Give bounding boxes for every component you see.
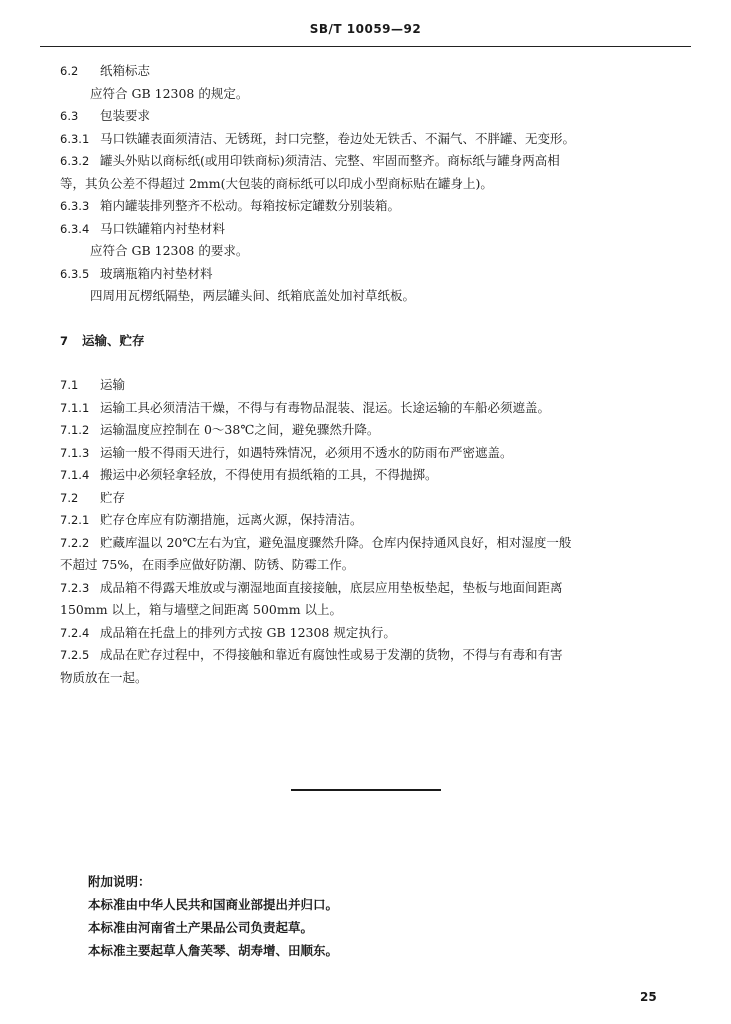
page-number: 25 <box>640 990 657 1004</box>
notes-line: 本标准由河南省土产果品公司负责起草。 <box>88 920 314 935</box>
clause-number: 6.3.5 <box>60 266 90 281</box>
clause-continuation: 150mm 以上，箱与墙壁之间距离 500mm 以上。 <box>60 602 343 617</box>
clause-text: 成品箱不得露天堆放或与潮湿地面直接接触，底层应用垫板垫起，垫板与地面间距离 <box>100 579 563 595</box>
clause-text: 贮存仓库应有防潮措施，远离火源，保持清洁。 <box>100 512 363 527</box>
chapter-title: 运输、贮存 <box>82 332 145 348</box>
paragraph: 四周用瓦楞纸隔垫，两层罐头间、纸箱底盖处加衬草纸板。 <box>90 288 416 303</box>
clause-number: 6.3.3 <box>60 199 90 213</box>
clause-continuation: 物质放在一起。 <box>60 669 148 685</box>
clause <box>60 577 685 600</box>
clause-number: 6.3.4 <box>60 221 90 236</box>
header-rule <box>40 46 691 47</box>
end-divider <box>291 789 441 791</box>
section-number: 6.2 <box>60 64 79 78</box>
section-number: 6.3 <box>60 109 79 123</box>
clause-text: 成品在贮存过程中，不得接触和靠近有腐蚀性或易于发潮的货物，不得与有毒和有害 <box>100 647 563 662</box>
clause-text: 罐头外贴以商标纸(或用印铁商标)须清洁、完整、牢固而整齐。商标纸与罐身两高相 <box>100 153 560 168</box>
clause <box>60 509 685 532</box>
clause-continuation: 等，其负公差不得超过 2mm(大包装的商标纸可以印成小型商标贴在罐身上)。 <box>60 175 493 191</box>
notes-line: 本标准由中华人民共和国商业部提出并归口。 <box>88 897 339 912</box>
clause-text: 运输工具必须清洁干燥，不得与有毒物品混装、混运。长途运输的车船必须遮盖。 <box>100 399 551 415</box>
chapter-heading <box>60 330 685 353</box>
clause <box>60 218 685 241</box>
document-body <box>60 60 685 689</box>
section-number: 7.2 <box>60 490 79 505</box>
clause <box>60 419 685 442</box>
clause-text: 成品箱在托盘上的排列方式按 GB 12308 规定执行。 <box>100 624 396 640</box>
section-heading <box>60 60 685 83</box>
clause <box>60 442 685 465</box>
clause-number: 7.1.4 <box>60 468 90 482</box>
section-title: 纸箱标志 <box>100 63 151 78</box>
clause <box>60 263 685 286</box>
clause-number: 7.2.3 <box>60 580 90 595</box>
clause-text: 贮藏库温以 20℃左右为宜，避免温度骤然升降。仓库内保持通风良好，相对湿度一般 <box>100 534 572 550</box>
page-header: SB/T 10059—92 <box>309 22 422 36</box>
clause <box>60 397 685 420</box>
section-title: 运输 <box>100 377 126 392</box>
clause-number: 7.2.5 <box>60 648 90 662</box>
clause <box>60 195 685 218</box>
clause-text: 运输一般不得雨天进行，如遇特殊情况，必须用不透水的防雨布严密遮盖。 <box>100 444 513 460</box>
clause-number: 7.1.2 <box>60 423 90 437</box>
clause-number: 7.1.3 <box>60 445 90 460</box>
notes-line: 本标准主要起草人詹芙琴、胡寿增、田顺东。 <box>88 943 339 958</box>
section-heading <box>60 105 685 128</box>
clause-text: 马口铁罐箱内衬垫材料 <box>100 220 226 236</box>
clause-number: 7.2.2 <box>60 535 90 550</box>
clause-number: 6.3.2 <box>60 154 90 168</box>
chapter-number: 7 <box>60 333 69 348</box>
clause <box>60 532 685 555</box>
section-heading <box>60 487 685 510</box>
clause <box>60 150 685 173</box>
spacer <box>60 308 685 330</box>
spacer <box>60 352 685 374</box>
clause-text: 箱内罐装排列整齐不松动。每箱按标定罐数分别装箱。 <box>100 198 401 213</box>
clause-text: 运输温度应控制在 0～38℃之间，避免骤然升降。 <box>100 422 380 437</box>
clause-text: 马口铁罐表面须清洁、无锈斑，封口完整，卷边处无铁舌、不漏气、不胖罐、无变形。 <box>100 130 576 146</box>
section-title: 贮存 <box>100 489 126 505</box>
paragraph: 应符合 GB 12308 的规定。 <box>90 85 249 101</box>
clause-number: 6.3.1 <box>60 131 90 146</box>
clause-number: 7.2.1 <box>60 513 90 527</box>
clause <box>60 622 685 645</box>
clause <box>60 128 685 151</box>
paragraph: 应符合 GB 12308 的要求。 <box>90 243 249 258</box>
clause-number: 7.2.4 <box>60 625 90 640</box>
notes-title: 附加说明： <box>88 874 151 889</box>
clause <box>60 464 685 487</box>
section-number: 7.1 <box>60 378 79 392</box>
section-title: 包装要求 <box>100 108 151 123</box>
clause <box>60 644 685 667</box>
section-heading <box>60 374 685 397</box>
clause-continuation: 不超过 75%，在雨季应做好防潮、防锈、防霉工作。 <box>60 557 355 572</box>
additional-notes <box>88 870 338 962</box>
clause-text: 玻璃瓶箱内衬垫材料 <box>100 265 213 281</box>
clause-text: 搬运中必须轻拿轻放，不得使用有损纸箱的工具，不得抛掷。 <box>100 467 438 482</box>
clause-number: 7.1.1 <box>60 400 90 415</box>
